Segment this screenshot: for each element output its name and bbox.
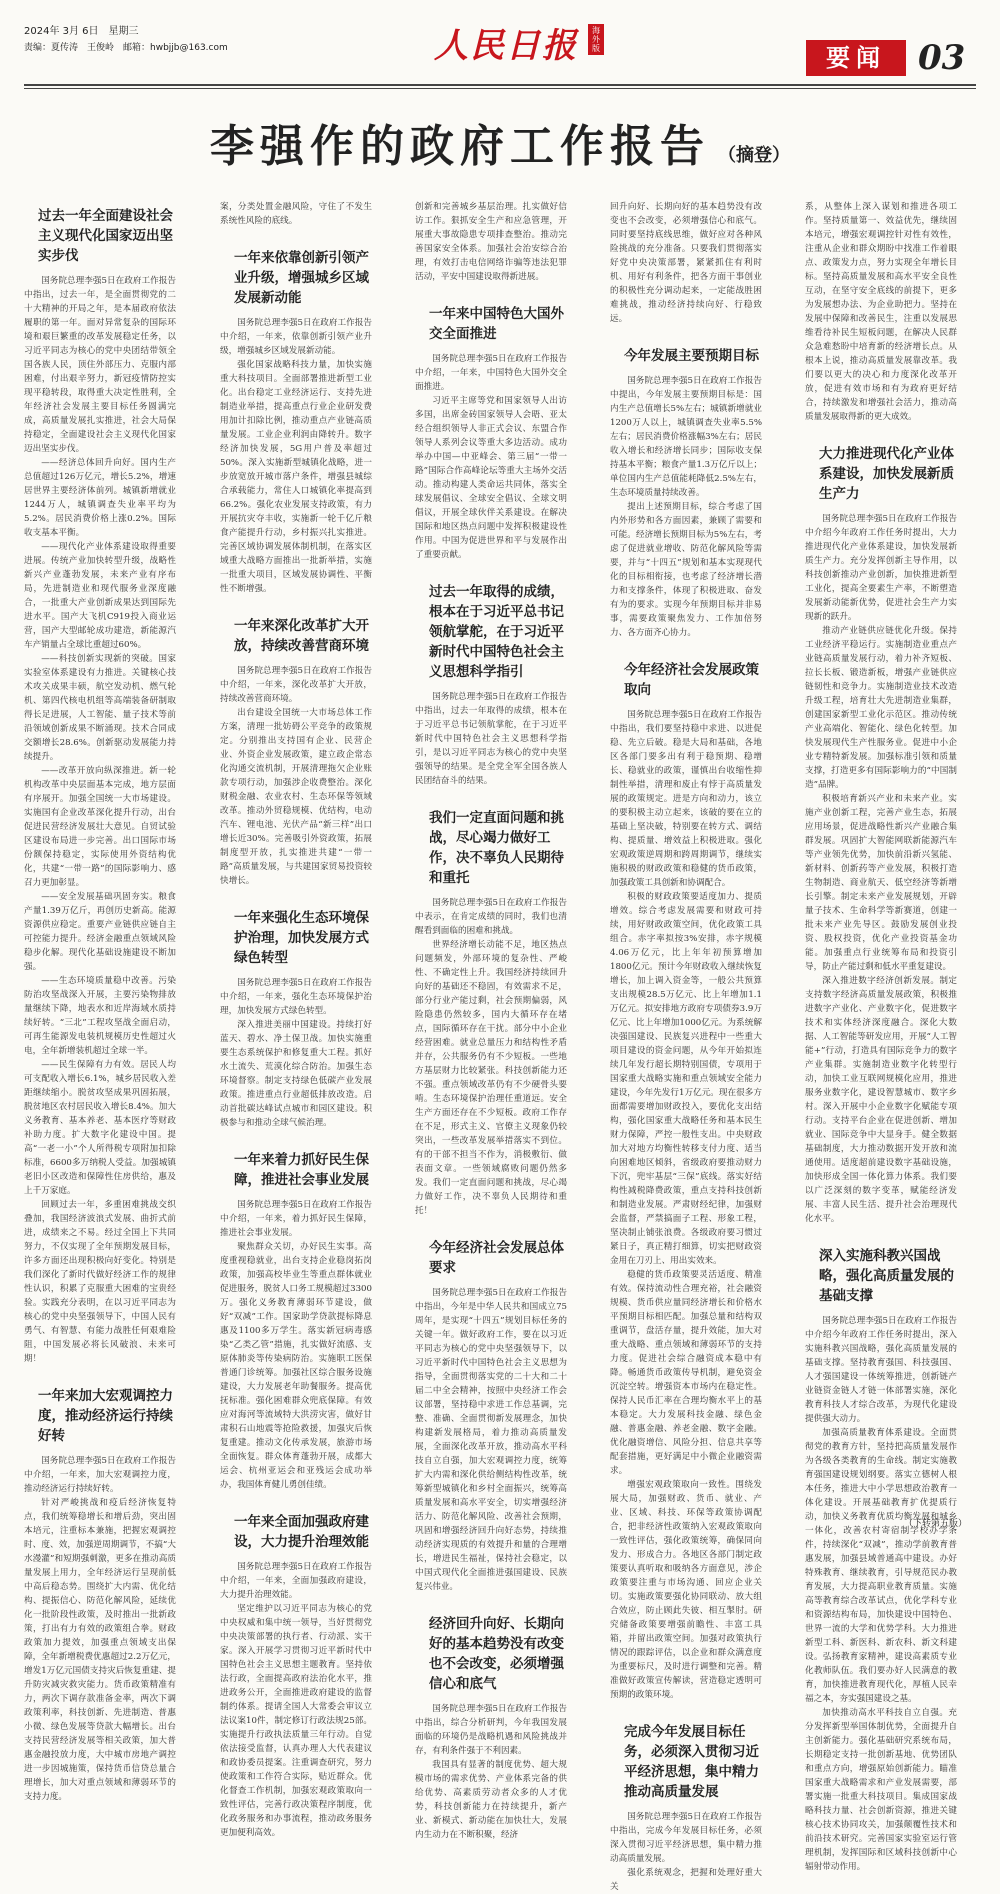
continued-paragraph: 案，分类处置金融风险，守住了不发生系统性风险的底线。 xyxy=(220,202,372,226)
article-column-4 xyxy=(610,200,762,1892)
spacer xyxy=(220,1130,372,1144)
spacer xyxy=(415,562,567,576)
spacer xyxy=(805,424,957,438)
paragraph: 深入推进数字经济创新发展。制定支持数字经济高质量发展政策，积极推进数字产业化、产业数字化，促进数字技术和实体经济深度融合。深化大数据、人工智能等研发应用，开展“人工智能+”行动，打造具有国际竞争力的数字产业集群。实施制造业数字化转型行动，加快工业互联网规模化应用，推进服务业数字化，建设智慧城市、数字乡村。深入开展中小企业数字化赋能专项行动。支持平台企业在促进创新、增加就业、国际竞争中大显身手。健全数据基础制度，大力推动数据开发开放和流通使用。适度超前建设数字基础设施，加快形成全国一体化算力体系。我们要以广泛深刻的数字变革，赋能经济发展、丰富人民生活、提升社会治理现代化水平。 xyxy=(805,976,957,1224)
paragraph: 国务院总理李强5日在政府工作报告中指出，过去一年，是全面贯彻党的二十大精神的开局之年，是本届政府依法履职的第一年。面对异常复杂的国际环境和艰巨繁重的改革发展稳定任务，以习近平同志为核心的党中央团结带领全国各族人民，顶住外部压力、克服内部困难，付出艰辛努力，新冠疫情防控实现平稳转段，取得重大决定性胜利，全年经济社会发展主要目标任务圆满完成，高质量发展扎实推进，社会大局保持稳定，全面建设社会主义现代化国家迈出坚实步伐。 xyxy=(24,276,176,454)
article-column-2 xyxy=(220,200,372,1838)
section-heading: 今年发展主要预期目标 xyxy=(624,348,759,364)
header-rule-thin xyxy=(24,88,976,89)
paragraph: 国务院总理李强5日在政府工作报告中指出，今年是中华人民共和国成立75周年，是实现“十四五”规划目标任务的关键一年。做好政府工作，要在以习近平同志为核心的党中央坚强领导下，以习近平新时代中国特色社会主义思想为指导，全面贯彻落实党的二十大和二十届二中全会精神，按照中央经济工作会议部署，坚持稳中求进工作总基调，完整、准确、全面贯彻新发展理念，加快构建新发展格局，着力推动高质量发展，全面深化改革开放，推动高水平科技自立自强，加大宏观调控力度，统筹扩大内需和深化供给侧结构性改革，统筹新型城镇化和乡村全面振兴，统筹高质量发展和高水平安全，切实增强经济活力、防范化解风险、改善社会预期，巩固和增强经济回升向好态势，持续推动经济实现质的有效提升和量的合理增长，增进民生福祉，保持社会稳定，以中国式现代化全面推进强国建设、民族复兴伟业。 xyxy=(415,1288,567,1592)
paragraph: 针对严峻挑战和疫后经济恢复特点，我们统筹稳增长和增后劲，突出固本培元，注重标本兼施，把握宏观调控时、度、效，加强逆周期调节，不搞“大水漫灌”和短期强刺激，更多在推动高质量发展上用力，全年经济运行呈现前低中高后稳态势。围绕扩大内需、优化结构、提振信心、防范化解风险，延续优化一批阶段性政策，及时推出一批新政策，打出有力有效的政策组合拳。财政政策加力提效，加强重点领域支出保障，全年新增税费优惠超过2.2万亿元，增发1万亿元国债支持灾后恢复重建、提升防灾减灾救灾能力。货币政策精准有力，两次下调存款准备金率，两次下调政策利率，科技创新、先进制造、普惠小微、绿色发展等贷款大幅增长。出台支持民营经济发展等相关政策，加大普惠金融投放力度，大中城市房地产调控进一步因城施策，保持货币信贷总量合理增长，加大对重点领域和薄弱环节的支持力度。 xyxy=(24,1498,176,1802)
section-heading: 今年经济社会发展总体要求 xyxy=(429,1240,564,1276)
paragraph: 国务院总理李强5日在政府工作报告中指出，完成今年发展目标任务，必须深入贯彻习近平经济思想，集中精力推动高质量发展。 xyxy=(610,1812,762,1864)
paragraph: ——民生保障有力有效。居民人均可支配收入增长6.1%，城乡居民收入差距继续缩小。脱贫攻坚成果巩固拓展，脱贫地区农村居民收入增长8.4%。加大义务教育、基本养老、基本医疗等财政补助力度。扩大数字化建设中国。提高“一老一小”个人所得税专项附加扣除标准，6600多万纳税人受益。加强城镇老旧小区改造和保障性住房供给，惠及上千万家庭。 xyxy=(24,1060,176,1196)
paragraph: 国务院总理李强5日在政府工作报告中介绍，一年来，中国特色大国外交全面推进。 xyxy=(415,354,567,392)
continuation-note: （下转第五版） xyxy=(904,1519,968,1529)
paragraph: 加快推动高水平科技自立自强。充分发挥新型举国体制优势，全面提升自主创新能力。强化基础研究系统布局，长期稳定支持一批创新基地、优势团队和重点方向，增强原始创新能力。瞄准国家重大战略需求和产业发展需要，部署实施一批重大科技项目。集成国家战略科技力量、社会创新资源，推进关键核心技术协同攻关，加强颠覆性技术和前沿技术研究。完善国家实验室运行管理机制，发挥国际和区域科技创新中心辐射带动作用。 xyxy=(805,1708,957,1872)
section-heading: 一年来加大宏观调控力度，推动经济运行持续好转 xyxy=(38,1388,173,1444)
paragraph: 坚定维护以习近平同志为核心的党中央权威和集中统一领导，当好贯彻党中央决策部署的执行者、行动派、实干家。深入开展学习贯彻习近平新时代中国特色社会主义思想主题教育。坚持依法行政，全面提高政府法治化水平，推进政务公开，全面推进政府建设的监督制约体系。提请全国人大常委会审议立法议案10件，制定修订行政法规25部。实施提升行政执法质量三年行动。自觉依法接受监督，认真办理人大代表建议和政协委员提案。注重调查研究，努力使政策和工作符合实际，贴近群众。优化督查工作机制，加强宏观政策取向一致性评估，完善行政决策程序制度，优化政务服务和办事流程，推动政务服务更加便利高效。 xyxy=(220,1604,372,1838)
section-label: 要闻 xyxy=(806,40,906,76)
spacer xyxy=(610,326,762,340)
spacer xyxy=(220,888,372,902)
paragraph: ——改革开放向纵深推进。新一轮机构改革中央层面基本完成，地方层面有序展开。加强全国统一大市场建设。实施国有企业改革深化提升行动，出台促进民营经济发展壮大意见。自贸试验区建设布局进一步完善。出口国际市场份额保持稳定，实际使用外资结构优化，共建“一带一路”的国际影响力、感召力更加彰显。 xyxy=(24,766,176,888)
masthead-edition-tag: 海外版 xyxy=(588,24,604,55)
spacer xyxy=(415,1594,567,1608)
paragraph: 国务院总理李强5日在政府工作报告中指出，过去一年取得的成绩，根本在于习近平总书记领航掌舵，在于习近平新时代中国特色社会主义思想科学指引，是以习近平同志为核心的党中央坚强领导的结果。是全党全军全国各族人民团结奋斗的结果。 xyxy=(415,692,567,786)
paragraph: ——生态环境质量稳中改善。污染防治攻坚战深入开展，主要污染物排放量继续下降，地表水和近岸海域水质持续好转。“三北”工程攻坚战全面启动，可再生能源发电装机规模历史性超过火电，全年新增装机超过全球一半。 xyxy=(24,976,176,1056)
spacer xyxy=(220,596,372,610)
editors-line: 责编：夏传涛 王俊岭 邮箱：hwbjjb@163.com xyxy=(24,43,228,53)
headline-main: 李强作的政府工作报告 xyxy=(210,121,710,172)
paragraph: 积极的财政政策要适度加力、提质增效。综合考虑发展需要和财政可持续，用好财政政策空间，优化政策工具组合。赤字率拟按3%安排，赤字规模4.06万亿元，比上年年初预算增加1800亿元。预计今年财政收入继续恢复增长，加上调入资金等，一般公共预算支出规模28.5万亿元、比上年增加1.1万亿元。拟安排地方政府专项债券3.9万亿元、比上年增加1000亿元。为系统解决强国建设、民族复兴进程中一些重大项目建设的资金问题，从今年开始拟连续几年发行超长期特别国债，专项用于国家重大战略实施和重点领域安全能力建设，今年先发行1万亿元。现在很多方面都需要增加财政投入，要优化支出结构，强化国家重大战略任务和基本民生财力保障，严控一般性支出。中央财政加大对地方均衡性转移支付力度、适当向困难地区倾斜，省级政府要推动财力下沉，兜牢基层“三保”底线。落实好结构性减税降费政策，重点支持科技创新和制造业发展。严肃财经纪律，加强财会监督，严禁搞面子工程、形象工程，坚决制止铺张浪费。各级政府要习惯过紧日子，真正精打细算，切实把财政资金用在刀刃上、用出实效来。 xyxy=(610,892,762,1266)
section-heading: 深入实施科教兴国战略，强化高质量发展的基础支撑 xyxy=(819,1248,954,1304)
section-heading: 一年来依靠创新引领产业升级，增强城乡区域发展新动能 xyxy=(234,250,369,306)
article-column-1 xyxy=(24,200,176,1802)
section-heading: 经济回升向好、长期向好的基本趋势没有改变也不会改变，必须增强信心和底气 xyxy=(429,1616,564,1692)
spacer xyxy=(415,284,567,298)
section-heading: 完成今年发展目标任务，必须深入贯彻习近平经济思想，集中精力推动高质量发展 xyxy=(624,1724,759,1800)
paragraph: 国务院总理李强5日在政府工作报告中介绍，一年来，全面加强政府建设，大力提升治理效能。 xyxy=(220,1562,372,1600)
spacer xyxy=(805,1226,957,1240)
section-heading: 我们一定直面问题和挑战，尽心竭力做好工作，决不辜负人民期待和重托 xyxy=(429,810,564,886)
paragraph: 深入推进美丽中国建设。持续打好蓝天、碧水、净土保卫战。加快实施重要生态系统保护和修复重大工程。抓好水土流失、荒漠化综合防治。加强生态环境督察。制定支持绿色低碳产业发展政策。推进重点行业超低排放改造。启动首批碳达峰试点城市和园区建设。积极参与和推动全球气候治理。 xyxy=(220,1020,372,1128)
paragraph: 国务院总理李强5日在政府工作报告中指出，综合分析研判，今年我国发展面临的环境仍是战略机遇和风险挑战并存，有利条件强于不利因素。 xyxy=(415,1704,567,1756)
headline xyxy=(0,110,1000,174)
page-number: 03 xyxy=(918,38,966,78)
page-header xyxy=(0,0,1000,92)
spacer xyxy=(610,1702,762,1716)
section-heading: 过去一年取得的成绩，根本在于习近平总书记领航掌舵，在于习近平新时代中国特色社会主义思想科学指引 xyxy=(429,584,564,680)
spacer xyxy=(610,640,762,654)
paragraph: 国务院总理李强5日在政府工作报告中介绍，一年来，加大宏观调控力度，推动经济运行持续好转。 xyxy=(24,1456,176,1494)
spacer xyxy=(415,788,567,802)
section-heading: 一年来中国特色大国外交全面推进 xyxy=(429,306,564,342)
paragraph: 出台建设全国统一大市场总体工作方案，清理一批妨碍公平竞争的政策规定。分别推出支持国有企业、民营企业、外资企业发展政策，建立政企常态化沟通交流机制，开展清理拖欠企业账款专项行动，加强涉企收费整治。深化财税金融、农业农村、生态环保等领域改革。推动外贸稳规模、优结构，电动汽车、锂电池、光伏产品“新三样”出口增长近30%。完善吸引外资政策，拓展制度型开放，扎实推进共建“一带一路”高质量发展，与共建国家贸易投资较快增长。 xyxy=(220,708,372,886)
article-column-3 xyxy=(415,200,567,1840)
section-heading: 一年来着力抓好民生保障，推进社会事业发展 xyxy=(234,1152,369,1188)
paragraph: 增强宏观政策取向一致性。围绕发展大局，加强财政、货币、就业、产业、区域、科技、环保等政策协调配合，把非经济性政策纳入宏观政策取向一致性评估，强化政策统筹，确保同向发力、形成合力。各地区各部门制定政策要认真听取和吸纳各方面意见，涉企政策要注重与市场沟通、回应企业关切。实施政策要强化协同联动、放大组合效应，防止顾此失彼、相互掣肘。研究储备政策要增强前瞻性、丰富工具箱，并留出政策空间。加强对政策执行情况的跟踪评估，以企业和群众满意度为重要标尺，及时进行调整和完善。精准做好政策宣传解读，营造稳定透明可预期的政策环境。 xyxy=(610,1480,762,1700)
paragraph: ——经济总体回升向好。国内生产总值超过126万亿元，增长5.2%，增速居世界主要经济体前列。城镇新增就业1244万人，城镇调查失业率平均为5.2%。居民消费价格上涨0.2%。国际收支基本平衡。 xyxy=(24,458,176,538)
section-heading: 大力推进现代化产业体系建设，加快发展新质生产力 xyxy=(819,446,954,502)
spacer xyxy=(220,1492,372,1506)
section-heading: 一年来深化改革扩大开放，持续改善营商环境 xyxy=(234,618,369,654)
paragraph: 聚焦群众关切，办好民生实事。高度重视稳就业，出台支持企业稳岗拓岗政策，加强高校毕业生等重点群体就业促进服务，脱贫人口务工规模超过3300万。强化义务教育薄弱环节建设，做好“双减”工作。国家助学贷款提标降息惠及1100多万学生。落实新冠病毒感染“乙类乙管”措施，扎实做好流感、支原体肺炎等传染病防治。实施职工医保普通门诊统筹。加强社区综合服务设施建设，大力发展老年助餐服务。提高优抚标准。强化困难群众兜底保障。有效应对海河等流域特大洪涝灾害，做好甘肃积石山地震等抢险救援，加强灾后恢复重建。推动文化传承发展，旅游市场全面恢复。群众体育蓬勃开展，成都大运会、杭州亚运会和亚残运会成功举办，我国体育健儿勇创佳绩。 xyxy=(220,1242,372,1490)
spacer xyxy=(415,1218,567,1232)
paragraph: 国务院总理李强5日在政府工作报告中指出，我们要坚持稳中求进、以进促稳、先立后破。稳是大局和基础，各地区各部门要多出有利于稳预期、稳增长、稳就业的政策，谨慎出台收缩性抑制性举措，清理和废止有悖于高质量发展的政策规定。进是方向和动力，该立的要积极主动立起来，该破的要在立的基础上坚决破，特别要在转方式、调结构、提质量、增效益上积极进取。强化宏观政策逆周期和跨周期调节，继续实施积极的财政政策和稳健的货币政策，加强政策工具创新和协调配合。 xyxy=(610,710,762,888)
issue-date: 2024年 3月 6日 星期三 xyxy=(24,26,139,37)
paragraph: 我国具有显著的制度优势、超大规模市场的需求优势、产业体系完备的供给优势、高素质劳动者众多的人才优势，科技创新能力在持续提升，新产业、新模式、新动能在加快壮大，发展内生动力在不断积聚，经济 xyxy=(415,1760,567,1840)
paragraph: 国务院总理李强5日在政府工作报告中介绍，一年来，强化生态环境保护治理，加快发展方式绿色转型。 xyxy=(220,978,372,1016)
continued-paragraph: 回升向好、长期向好的基本趋势没有改变也不会改变，必须增强信心和底气。同时要坚持底线思维，做好应对各种风险挑战的充分准备。只要我们贯彻落实好党中央决策部署，紧紧抓住有利时机、用好有利条件，把各方面干事创业的积极性充分调动起来，一定能战胜困难挑战，推动经济持续向好、行稳致远。 xyxy=(610,202,762,324)
spacer xyxy=(24,1366,176,1380)
section-heading: 今年经济社会发展政策取向 xyxy=(624,662,759,698)
spacer xyxy=(220,228,372,242)
paragraph: 推动产业链供应链优化升级。保持工业经济平稳运行。实施制造业重点产业链高质量发展行动，着力补齐短板、拉长长板、锻造新板，增强产业链供应链韧性和竞争力。实施制造业技术改造升级工程，培育壮大先进制造业集群，创建国家新型工业化示范区。推动传统产业高端化、智能化、绿色化转型。加快发展现代生产性服务业。促进中小企业专精特新发展。加强标准引领和质量支撑，打造更多有国际影响力的“中国制造”品牌。 xyxy=(805,626,957,790)
paragraph: 国务院总理李强5日在政府工作报告中介绍今年政府工作任务时提出，大力推进现代化产业体系建设，加快发展新质生产力。充分发挥创新主导作用，以科技创新推动产业创新，加快推进新型工业化，提高全要素生产率，不断塑造发展新动能新优势，促进社会生产力实现新的跃升。 xyxy=(805,514,957,622)
header-rule xyxy=(24,84,976,86)
continued-paragraph: 创新和完善城乡基层治理。扎实做好信访工作。狠抓安全生产和应急管理，开展重大事故隐患专项排查整治。推动完善国家安全体系。加强社会治安综合治理，有效打击电信网络诈骗等违法犯罪活动，平安中国建设取得新进展。 xyxy=(415,202,567,282)
paragraph: 强化国家战略科技力量，加快实施重大科技项目。全面部署推进新型工业化。出台稳定工业经济运行、支持先进制造业举措，提高重点行业企业研发费用加计扣除比例，推动重点产业链高质量发展。工业企业利润由降转升。数字经济加快发展，5G用户普及率超过50%。深入实施新型城镇化战略，进一步放宽放开城市落户条件，增强县城综合承载能力，常住人口城镇化率提高到66.2%。强化农业发展支持政策，有力开展抗灾夺丰收，实施新一轮千亿斤粮食产能提升行动，乡村振兴扎实推进。完善区域协调发展体制机制，在落实区域重大战略方面推出一批新举措，实施一批重大项目，区域发展协调性、平衡性不断增强。 xyxy=(220,360,372,594)
section-heading: 过去一年全面建设社会主义现代化国家迈出坚实步伐 xyxy=(38,208,173,264)
paragraph: ——现代化产业体系建设取得重要进展。传统产业加快转型升级，战略性新兴产业蓬勃发展，未来产业有序布局，先进制造业和现代服务业深度融合，一批重大产业创新成果达到国际先进水平。国产大飞机C919投入商业运营，国产大型邮轮成功建造，新能源汽车产销量占全球比重超过60%。 xyxy=(24,542,176,650)
paragraph: 稳健的货币政策要灵活适度、精准有效。保持流动性合理充裕，社会融资规模、货币供应量同经济增长和价格水平预期目标相匹配。加强总量和结构双重调节，盘活存量，提升效能，加大对重大战略、重点领域和薄弱环节的支持力度。促进社会综合融资成本稳中有降。畅通货币政策传导机制，避免资金沉淀空转。增强资本市场内在稳定性。保持人民币汇率在合理均衡水平上的基本稳定。大力发展科技金融、绿色金融、普惠金融、养老金融、数字金融。优化融资增信、风险分担、信息共享等配套措施，更好满足中小微企业融资需求。 xyxy=(610,1270,762,1476)
masthead-logo: 人民日报 xyxy=(434,26,578,66)
section-heading: 一年来强化生态环境保护治理，加快发展方式绿色转型 xyxy=(234,910,369,966)
paragraph: 国务院总理李强5日在政府工作报告中介绍，一年来，依靠创新引领产业升级，增强城乡区域发展新动能。 xyxy=(220,318,372,356)
paragraph: 习近平主席等党和国家领导人出访多国，出席金砖国家领导人会晤、亚太经合组织领导人非正式会议、东盟合作领导人系列会议等重大多边活动。成功举办中国—中亚峰会、第三届“一带一路”国际合作高峰论坛等重大主场外交活动。推动构建人类命运共同体，落实全球发展倡议、全球安全倡议、全球文明倡议，开展全球伙伴关系建设。在解决国际和地区热点问题中发挥积极建设性作用。中国为促进世界和平与发展作出了重要贡献。 xyxy=(415,396,567,560)
continued-paragraph: 系，从整体上深入谋划和推进各项工作。坚持质量第一、效益优先，继续固本培元，增强宏观调控针对性有效性，注重从企业和群众期盼中找准工作着眼点、政策发力点，努力实现全年增长目标。坚持高质量发展和高水平安全良性互动，在坚守安全底线的前提下，更多为发展想办法、为企业助把力。坚持在发展中保障和改善民生，注重以发展思维看待补民生短板问题，在解决人民群众急难愁盼中培育新的经济增长点。从根本上说，推动高质量发展靠改革。我们要以更大的决心和力度深化改革开放，促进有效市场和有为政府更好结合，持续激发和增强社会活力，推动高质量发展取得新的更大成效。 xyxy=(805,202,957,422)
paragraph: 强化系统观念，把握和处理好重大关 xyxy=(610,1868,762,1892)
paragraph: 积极培育新兴产业和未来产业。实施产业创新工程，完善产业生态，拓展应用场景，促进战略性新兴产业融合集群发展。巩固扩大智能网联新能源汽车等产业领先优势，加快前沿新兴氢能、新材料、创新药等产业发展，积极打造生物制造、商业航天、低空经济等新增长引擎。制定未来产业发展规划，开辟量子技术、生命科学等新赛道，创建一批未来产业先导区。鼓励发展创业投资、股权投资，优化产业投资基金功能。加强重点行业统筹布局和投资引导，防止产能过剩和低水平重复建设。 xyxy=(805,794,957,972)
paragraph: 提出上述预期目标，综合考虑了国内外形势和各方面因素，兼顾了需要和可能。经济增长预期目标为5%左右，考虑了促进就业增收、防范化解风险等需要，并与“十四五”规划和基本实现现代化的目标相衔接，也考虑了经济增长潜力和支撑条件，体现了积极进取、奋发有为的要求。实现今年预期目标并非易事，需要政策聚焦发力、工作加倍努力、各方面齐心协力。 xyxy=(610,502,762,638)
paragraph: 国务院总理李强5日在政府工作报告中表示，在肯定成绩的同时，我们也清醒看到面临的困难和挑战。 xyxy=(415,898,567,936)
paragraph: 国务院总理李强5日在政府工作报告中提出，今年发展主要预期目标是：国内生产总值增长5%左右；城镇新增就业1200万人以上，城镇调查失业率5.5%左右；居民消费价格涨幅3%左右；居民收入增长和经济增长同步；国际收支保持基本平衡；粮食产量1.3万亿斤以上；单位国内生产总值能耗降低2.5%左右，生态环境质量持续改善。 xyxy=(610,376,762,498)
section-heading: 一年来全面加强政府建设，大力提升治理效能 xyxy=(234,1514,369,1550)
paragraph: ——科技创新实现新的突破。国家实验室体系建设有力推进。关键核心技术攻关成果丰硕，航空发动机、燃气轮机、第四代核电机组等高端装备研制取得长足进展，人工智能、量子技术等前沿领域创新成果不断涌现。技术合同成交额增长28.6%。创新驱动发展能力持续提升。 xyxy=(24,654,176,762)
paragraph: 国务院总理李强5日在政府工作报告中介绍，一年来，着力抓好民生保障，推进社会事业发展。 xyxy=(220,1200,372,1238)
paragraph: 国务院总理李强5日在政府工作报告中介绍，一年来，深化改革扩大开放，持续改善营商环境。 xyxy=(220,666,372,704)
paragraph: 加强高质量教育体系建设。全面贯彻党的教育方针，坚持把高质量发展作为各级各类教育的生命线。制定实施教育强国建设规划纲要。落实立德树人根本任务，推进大中小学思想政治教育一体化建设。开展基础教育扩优提质行动，加快义务教育优质均衡发展和城乡一体化，改善农村寄宿制学校办学条件，持续深化“双减”，推动学前教育普惠发展，加强县域普通高中建设。办好特殊教育、继续教育，引导规范民办教育发展，大力提高职业教育质量。实施高等教育综合改革试点，优化学科专业和资源结构布局，加快建设中国特色、世界一流的大学和优势学科。大力推进新型工科、新医科、新农科、新文科建设。弘扬教育家精神，建设高素质专业化教师队伍。我们要办好人民满意的教育，加快推进教育现代化，厚植人民幸福之本，夯实强国建设之基。 xyxy=(805,1428,957,1704)
paragraph: ——安全发展基础巩固夯实。粮食产量1.39万亿斤，再创历史新高。能源资源供应稳定。重要产业链供应链自主可控能力提升。经济金融重点领域风险稳步化解。现代化基础设施建设不断加强。 xyxy=(24,892,176,972)
article-column-5 xyxy=(805,200,957,1872)
paragraph: 国务院总理李强5日在政府工作报告中介绍今年政府工作任务时提出，深入实施科教兴国战略，强化高质量发展的基础支撑。坚持教育强国、科技强国、人才强国建设一体统筹推进，创新链产业链资金链人才链一体部署实施，深化教育科技人才综合改革，为现代化建设提供强大动力。 xyxy=(805,1316,957,1424)
paragraph: 世界经济增长动能不足，地区热点问题频发，外部环境的复杂性、严峻性、不确定性上升。我国经济持续回升向好的基础还不稳固，有效需求不足，部分行业产能过剩，社会预期偏弱，风险隐患仍然较多，国内大循环存在堵点，国际循环存在干扰。部分中小企业经营困难。就业总量压力和结构性矛盾并存，公共服务仍有不少短板。一些地方基层财力比较紧张。科技创新能力还不强。重点领域改革仍有不少硬骨头要啃。生态环境保护治理任重道远。安全生产方面还存在不少短板。政府工作存在不足，形式主义、官僚主义现象仍较突出，一些改革发展举措落实不到位。有的干部不担当不作为，消极敷衍、做表面文章。一些领域腐败问题仍然多发。我们一定直面问题和挑战，尽心竭力做好工作，决不辜负人民期待和重托！ xyxy=(415,940,567,1216)
paragraph: 回顾过去一年，多重困难挑战交织叠加，我国经济波浪式发展、曲折式前进，成绩来之不易。经过全国上下共同努力，不仅实现了全年预期发展目标，许多方面还出现积极向好变化。特别是我们深化了新时代做好经济工作的规律性认识，积累了克服重大困难的宝贵经验。实践充分表明，在以习近平同志为核心的党中央坚强领导下，中国人民有勇气、有智慧、有能力战胜任何艰难险阻，中国发展必将长风破浪、未来可期！ xyxy=(24,1200,176,1364)
headline-sub: （摘登） xyxy=(718,145,790,166)
